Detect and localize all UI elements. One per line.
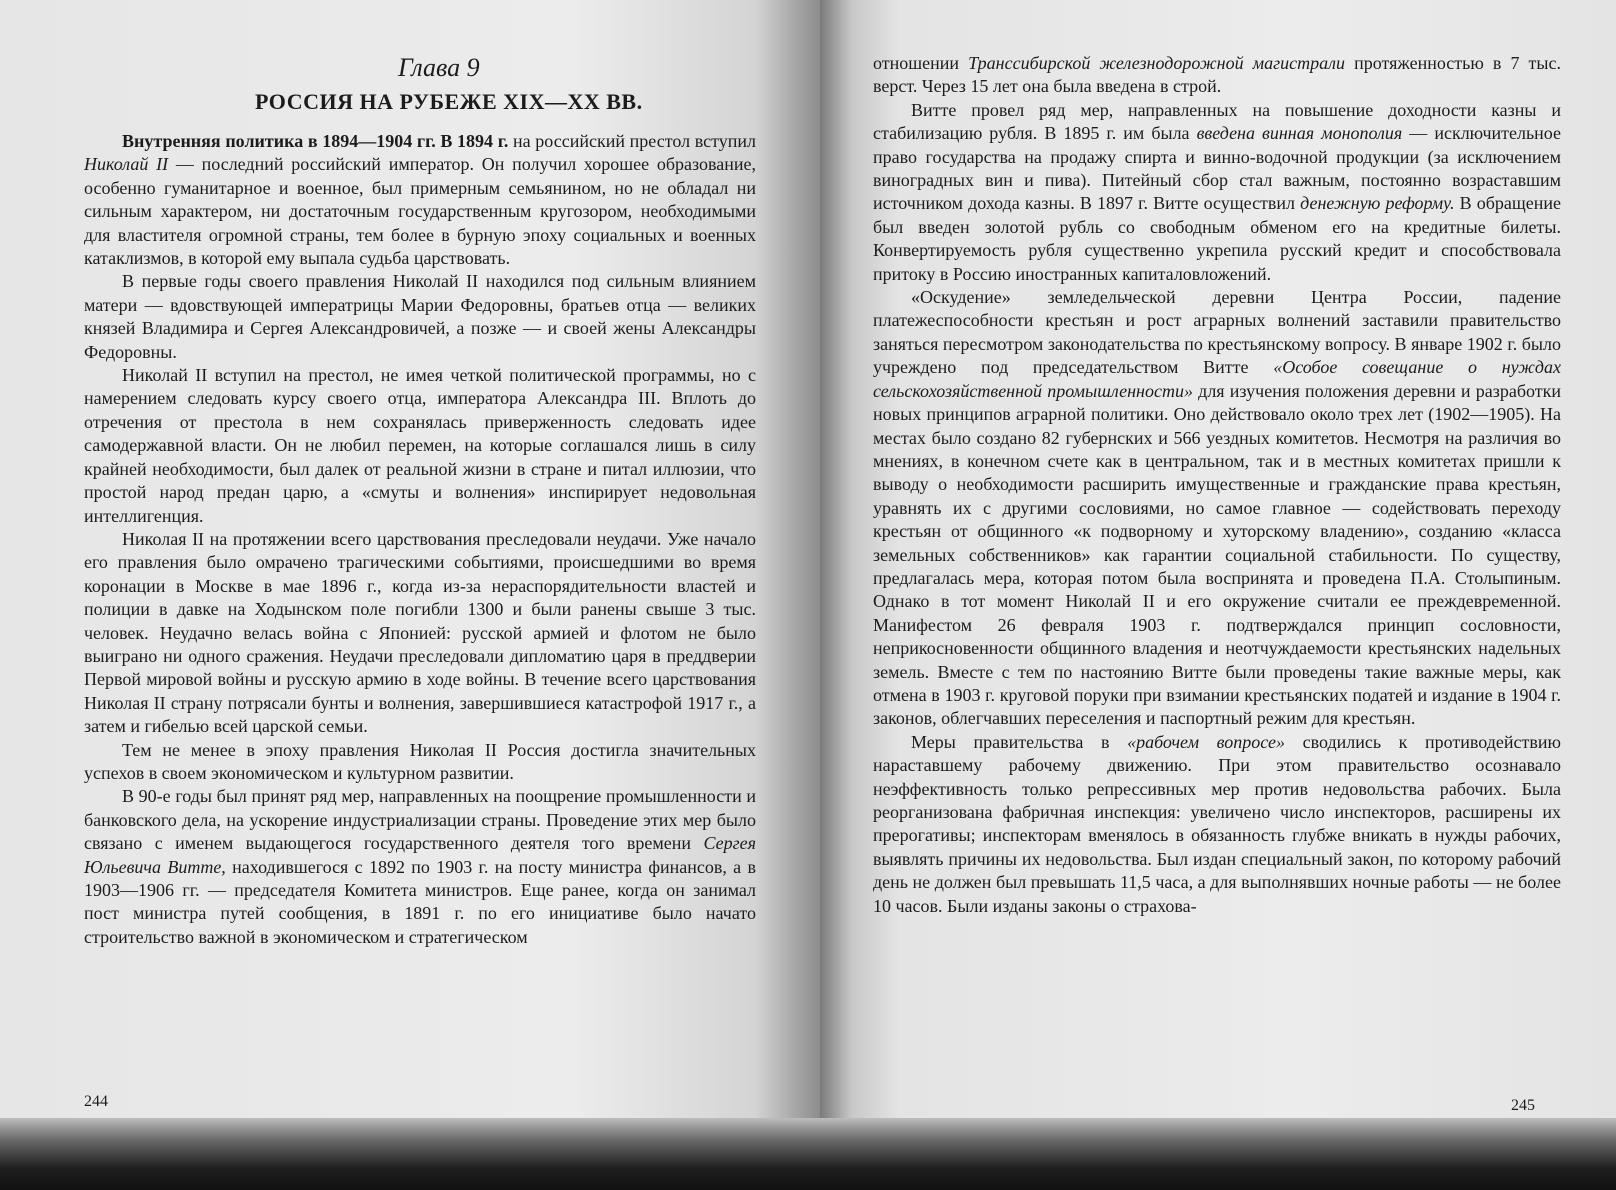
scanner-shadow bbox=[0, 1118, 1616, 1190]
page-number-right: 245 bbox=[1511, 1097, 1535, 1114]
paragraph: «Оскудение» земледельческой деревни Центра России, падение платежеспособности крестьян и рост аграрных волнений заставили правительство заняться пересмотром законодательства по крестьянскому вопросу. В январе 1902 г. было учреждено под председательством Витте «Особое совещание о нуждах сельскохозяйственной промышленности» для изучения положения деревни и разработки новых принципов аграрной политики. Оно действовало около трех лет (1902—1905). На местах было создано 82 губернских и 566 уездных комитетов. Несмотря на различия во мнениях, в конечном счете как в центральном, так и в местных комитетах пришли к выводу о необходимости расширить имущественные и гражданские права крестьян, уравнять их с другими сословиями, но самое главное — содействовать переходу крестьян от общинного «к подворному и хуторскому владению», созданию «класса земельных собственников» как гарантии социальной стабильности. По существу, предлагалась мера, которая потом была воспринята и проведена П.А. Столыпиным. Однако в тот момент Николай II и его окружение считали ее преждевременной. Манифестом 26 февраля 1903 г. подтверждался принцип сословности, неприкосновенности общинного владения и неотчуждаемости крестьянских надельных земель. Вместе с тем по настоянию Витте были проведены такие важные меры, как отмена в 1903 г. круговой поруки при взимании крестьянских податей и издание в 1904 г. законов, облегчавших переселения и паспортный режим для крестьян. bbox=[873, 287, 1562, 729]
emphasis: введена винная монополия bbox=[1196, 123, 1403, 144]
paragraph: Николай II вступил на престол, не имея четкой политической программы, но с намерением следовать курсу своего отца, императора Александра III. Вплоть до отречения от престола в нем сохранялась приверженность следовать идее самодержавной власти. Он не любил перемен, на которые соглашался лишь в силу крайней необходимости, был далек от реальной жизни в стране и питал иллюзии, что простой народ предан царю, а «смуты и волнения» инспирирует недовольная интеллигенция. bbox=[84, 365, 756, 526]
paragraph: Меры правительства в «рабочем вопросе» сводились к противодействию нараставшему рабочему движению. При этом правительство осознавало неэффективность только репрессивных мер против недовольства рабочих. Была реорганизована фабричная инспекция: увеличено число инспекторов, расширены их прерогативы; инспекторам вменялось в обязанность глубже вникать в нужды рабочих, выявлять причины их недовольства. Был издан специальный закон, по которому рабочий день не должен был превышать 11,5 часа, а для выполнявших ночные работы — не более 10 часов. Были изданы законы о страхова- bbox=[873, 731, 1561, 916]
right-page-text bbox=[873, 52, 1561, 918]
paragraph: отношении Транссибирской железнодорожной магистрали протяженностью в 7 тыс. верст. Через 15 лет она была введена в строй. bbox=[873, 53, 1561, 97]
paragraph: В первые годы своего правления Николай II находился под сильным влиянием матери — вдовствующей императрицы Марии Федоровны, братьев отца — великих князей Владимира и Сергея Александровичей, а позже — и своей жены Александры Федоровны. bbox=[84, 271, 756, 362]
chapter-title: РОССИЯ НА РУБЕЖЕ XIX—XX ВВ. bbox=[255, 89, 643, 114]
emphasis: Сергея Юльевича Витте, bbox=[84, 833, 756, 877]
section-lead: Внутренняя политика в 1894—1904 гг. В 1894 г. bbox=[122, 131, 509, 151]
page-number-left: 244 bbox=[84, 1093, 108, 1110]
emphasis: «рабочем вопросе» bbox=[1127, 731, 1285, 752]
left-page-text bbox=[84, 130, 756, 949]
chapter-heading: Глава 9 bbox=[398, 53, 480, 82]
emphasis: денежную реформу. bbox=[1300, 193, 1455, 214]
emphasis: Николай II bbox=[84, 154, 169, 175]
paragraph: Николая II на протяжении всего царствования преследовали неудачи. Уже начало его правления было омрачено трагическими событиями, происшедшими во время коронации в Москве в мае 1896 г., когда из-за нераспорядительности властей и полиции в давке на Ходынском поле погибли 1300 и были ранены свыше 3 тыс. человек. Неудачно велась война с Японией: русской армией и флотом не было выиграно ни одного сражения. Неудачи преследовали дипломатию царя в преддверии Первой мировой войны и русскую армию в ходе войны. В течение всего царствования Николая II страну потрясали бунты и волнения, завершившиеся катастрофой 1917 г., а затем и гибелью всей царской семьи. bbox=[84, 528, 756, 737]
emphasis: Транссибирской железнодорожной магистрали bbox=[968, 53, 1345, 73]
paragraph: Витте провел ряд мер, направленных на повышение доходности казны и стабилизацию рубля. В 1895 г. им была введена винная монополия — исключительное право государства на продажу спирта и винно-водочной продукции (за исключением виноградных вин и пива). Питейный сбор стал важным, постоянно возраставшим источником дохода казны. В 1897 г. Витте осуществил денежную реформу. В обращение был введен золотой рубль со свободным обменом его на кредитные билеты. Конвертируемость рубля существенно укрепила русский кредит и способствовала притоку в Россию иностранных капиталовложений. bbox=[873, 99, 1562, 284]
paragraph: В 90-е годы был принят ряд мер, направленных на поощрение промышленности и банковского дела, на ускорение индустриализации страны. Проведение этих мер было связано с именем выдающегося государственного деятеля того времени Сергея Юльевича Витте, находившегося с 1892 по 1903 г. на посту министра финансов, а в 1903—1906 гг. — председателя Комитета министров. Еще ранее, когда он занимал пост министра путей сообщения, в 1891 г. по его инициативе было начато строительство важной в экономическом и стратегическом bbox=[84, 786, 756, 947]
emphasis: «Особое совещание о нуждах сельскохозяйственной промышленности» bbox=[873, 357, 1562, 401]
paragraph: Внутренняя политика в 1894—1904 гг. В 1894 г. на российский престол вступил Николай II — последний российский император. Он получил хорошее образование, особенно гуманитарное и военное, был примерным семьянином, но не обладал ни сильным характером, ни достаточным государственным кругозором, необходимыми для властителя огромной страны, тем более в бурную эпоху социальных и военных катаклизмов, в которой ему выпала судьба царствовать. bbox=[84, 131, 757, 269]
paragraph: Тем не менее в эпоху правления Николая II Россия достигла значительных успехов в своем экономическом и культурном развитии. bbox=[84, 739, 756, 783]
